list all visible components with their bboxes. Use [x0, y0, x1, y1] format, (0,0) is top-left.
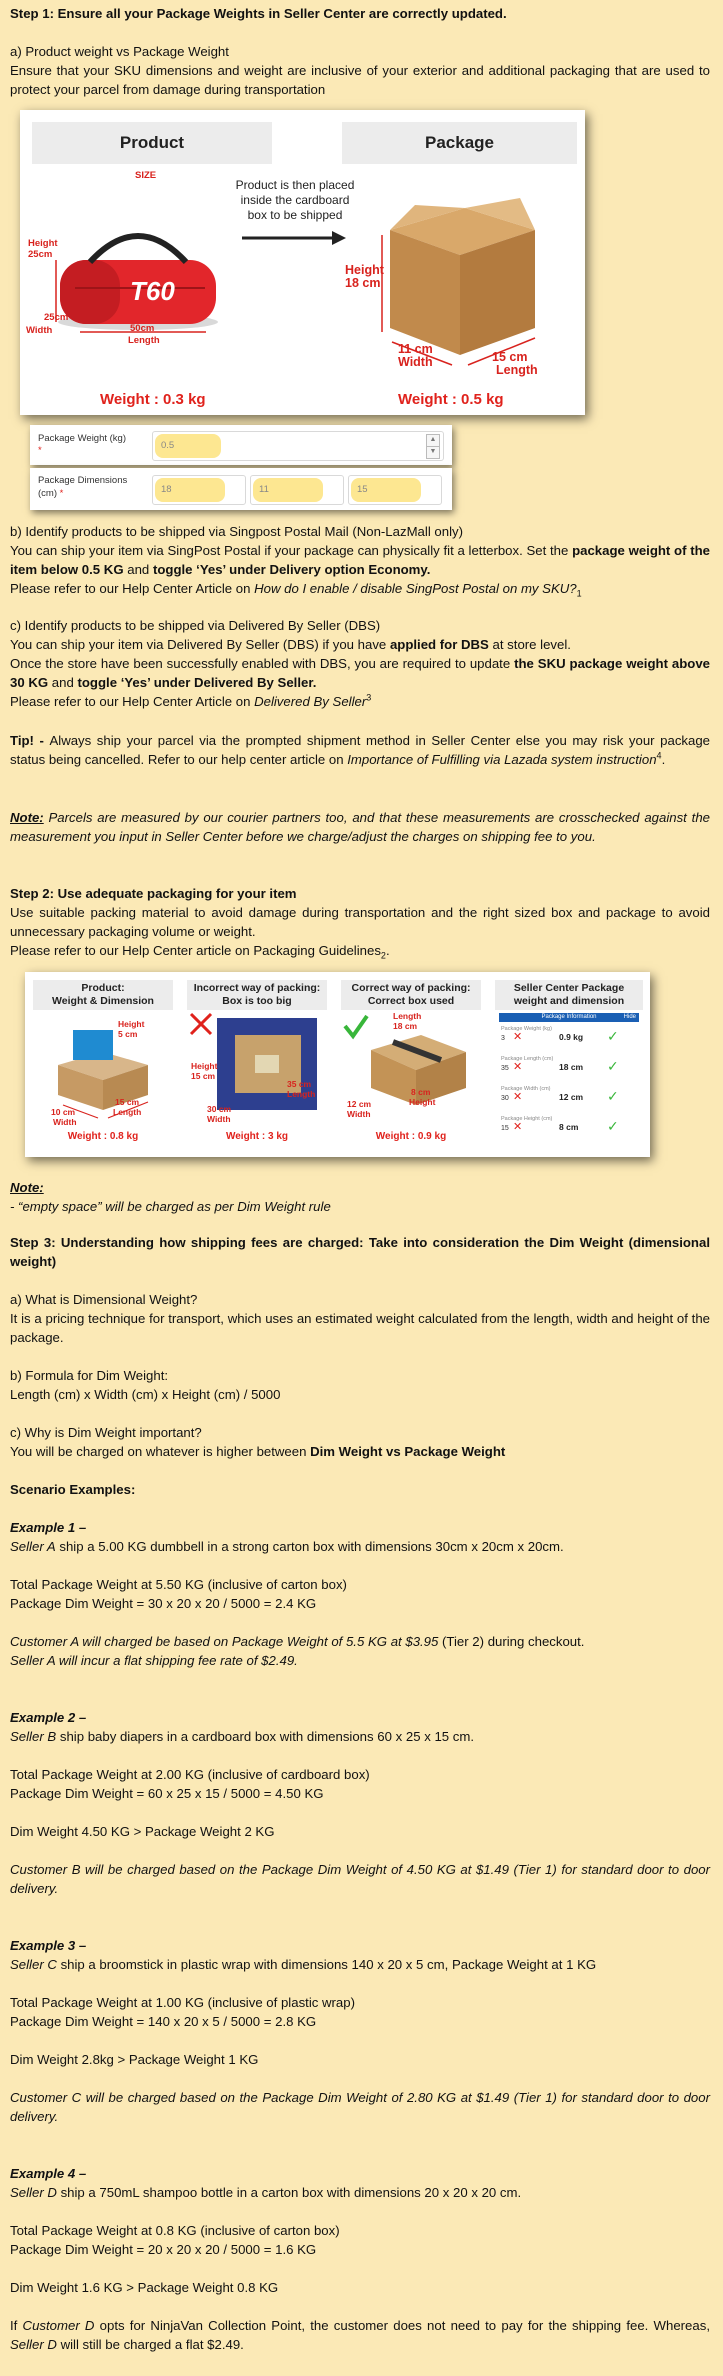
product-width-value: 25cm: [44, 312, 69, 323]
scenario-heading: Scenario Examples:: [10, 1482, 136, 1497]
panel-incorrect-weight: Weight : 3 kg: [225, 1131, 289, 1142]
example2-compare: Dim Weight 4.50 KG > Package Weight 2 KG: [10, 1824, 275, 1839]
step3-c-text: You will be charged on whatever is higher between Dim Weight vs Package Weight: [10, 1444, 506, 1459]
example2-dim: Package Dim Weight = 60 x 25 x 15 / 5000 = 4.50 KG: [10, 1786, 324, 1801]
example3-dim: Package Dim Weight = 140 x 20 x 5 / 5000 = 2.8 KG: [10, 2014, 317, 2029]
package-height-label: Height: [345, 263, 384, 277]
sc-row-width: Package Width (cm) 30 ✕ 12 cm ✓: [501, 1086, 619, 1104]
product-box-art: [33, 1010, 173, 1120]
package-dimensions-unit: (cm) *: [38, 488, 64, 499]
package-weight: Weight : 0.5 kg: [398, 391, 504, 408]
panel-incorrect-title: Incorrect way of packing: Box is too big: [187, 980, 327, 1010]
example2-title: Example 2 –: [10, 1710, 87, 1725]
step1-c-ref: Please refer to our Help Center Article on Delivered By Seller$^3$: [10, 692, 372, 709]
package-weight-label: Package Weight (kg): [38, 433, 127, 444]
step3-c-title: c) Why is Dim Weight important?: [10, 1425, 202, 1440]
product-weight: Weight : 0.3 kg: [100, 391, 206, 408]
example4-last: If Customer D opts for NinjaVan Collection Point, the customer does not need to pay for the shipping fee. Whereas, Seller D will still be charged a flat $2.49.: [10, 2318, 710, 2352]
check-icon: ✓: [607, 1088, 619, 1104]
check-icon: [345, 1016, 367, 1036]
cross-icon: ✕: [513, 1121, 523, 1133]
stepper-up-icon[interactable]: ▲: [426, 434, 440, 447]
dimension-height-value: 15: [351, 478, 421, 502]
cross-icon: ✕: [513, 1061, 523, 1073]
example1-charge: Customer A will charged be based on Package Weight of 5.5 KG at $3.95 (Tier 2) during checkout.: [10, 1634, 585, 1649]
sc-row-height: Package Height (cm) 15 ✕ 8 cm ✓: [501, 1116, 619, 1134]
panel-correct-weight: Weight : 0.9 kg: [375, 1131, 447, 1142]
example4-title: Example 4 –: [10, 2166, 87, 2181]
package-info-bar: Package Information Hide: [499, 1013, 639, 1022]
product-length-value: 50cm: [130, 323, 155, 334]
check-icon: ✓: [607, 1118, 619, 1134]
packaging-guidelines-figure: [25, 972, 650, 1157]
package-dimensions-form: [30, 468, 452, 510]
required-mark: *: [38, 445, 42, 456]
package-height-value: 18 cm: [345, 276, 381, 290]
sc-row-weight: Package Weight (kg) 3 ✕ 0.9 kg ✓: [501, 1026, 619, 1044]
check-icon: ✓: [607, 1058, 619, 1074]
package-dimensions-label: Package Dimensions: [38, 475, 128, 486]
example3-desc: Seller C ship a broomstick in plastic wrap with dimensions 140 x 20 x 5 cm, Package Weight at 1 KG: [10, 1957, 597, 1972]
step1-c-text: You can ship your item via Delivered By Seller (DBS) if you have applied for DBS at store level.: [10, 637, 571, 652]
step1-b-title: b) Identify products to be shipped via Singpost Postal Mail (Non-LazMall only): [10, 524, 463, 539]
cross-icon: ✕: [513, 1031, 523, 1043]
product-length-label: Length: [128, 335, 160, 346]
step2-text: Use suitable packing material to avoid damage during transportation and the right sized box and package to avoid unnecessary packaging volume or weight.: [10, 905, 710, 939]
package-header: Package: [342, 122, 577, 164]
example3-title: Example 3 –: [10, 1938, 87, 1953]
cross-icon: ✕: [513, 1091, 523, 1103]
arrow-head: [332, 231, 346, 245]
example4-desc: Seller D ship a 750mL shampoo bottle in a carton box with dimensions 20 x 20 x 20 cm.: [10, 2185, 522, 2200]
note-paragraph: Note: Parcels are measured by our courier partners too, and that these measurements are crosschecked against the measurement you input in Seller Center before we charge/adjust the charges on shipping fee to you.: [10, 810, 710, 844]
dbs-article-link[interactable]: Delivered By Seller: [254, 694, 367, 709]
bag-strap: [90, 236, 186, 262]
step2-note-text: - “empty space” will be charged as per Dim Weight rule: [10, 1199, 331, 1214]
step1-c-text2: Once the store have been successfully enabled with DBS, you are required to update the SKU package weight above 30 KG and toggle ‘Yes’ under Delivered By Seller.: [10, 656, 710, 690]
step3-b-title: b) Formula for Dim Weight:: [10, 1368, 169, 1383]
dimension-width-value: 11: [253, 478, 323, 502]
example3-compare: Dim Weight 2.8kg > Package Weight 1 KG: [10, 2052, 259, 2067]
package-width-label: Width: [398, 355, 433, 369]
size-label: SIZE: [135, 170, 157, 181]
package-weight-form: [30, 425, 452, 465]
example1-dim: Package Dim Weight = 30 x 20 x 20 / 5000 = 2.4 KG: [10, 1596, 317, 1611]
example1-title: Example 1 –: [10, 1520, 87, 1535]
step1-a-title: a) Product weight vs Package Weight: [10, 44, 229, 59]
package-weight-value: 0.5: [155, 434, 221, 458]
example4-dim: Package Dim Weight = 20 x 20 x 20 / 5000 = 1.6 KG: [10, 2242, 317, 2257]
panel-correct: Correct way of packing: Correct box used Length 18 cm 12 cm Width 8 cm Height Weight : 0.9 kg: [341, 980, 481, 1150]
package-width-value: 11 cm: [398, 342, 433, 356]
product-height-label: Height: [28, 238, 58, 249]
step3-a-text: It is a pricing technique for transport, which uses an estimated weight calculated from the length, width and height of the package.: [10, 1311, 710, 1345]
product-height-value: 25cm: [28, 249, 53, 260]
example1-desc: Seller A ship a 5.00 KG dumbbell in a strong carton box with dimensions 30cm x 20cm x 20cm.: [10, 1539, 564, 1554]
panel-seller-center-title: Seller Center Package weight and dimension: [495, 980, 643, 1010]
figure-caption: Product is then placed inside the cardboard box to be shipped: [235, 178, 355, 222]
singpost-article-link[interactable]: How do I enable / disable SingPost Postal on my SKU?: [254, 581, 577, 596]
example2-total: Total Package Weight at 2.00 KG (inclusive of cardboard box): [10, 1767, 370, 1782]
sc-row-length: Package Length (cm) 35 ✕ 18 cm ✓: [501, 1056, 619, 1074]
example1-total: Total Package Weight at 5.50 KG (inclusive of carton box): [10, 1577, 347, 1592]
product-header: Product: [32, 122, 272, 164]
step1-c-title: c) Identify products to be shipped via Delivered By Seller (DBS): [10, 618, 381, 633]
dimension-width-input[interactable]: [250, 475, 344, 505]
package-weight-input[interactable]: [152, 431, 444, 461]
step1-heading: Step 1: Ensure all your Package Weights in Seller Center are correctly updated.: [10, 6, 507, 21]
example3-total: Total Package Weight at 1.00 KG (inclusive of plastic wrap): [10, 1995, 355, 2010]
panel-correct-title: Correct way of packing: Correct box used: [341, 980, 481, 1010]
package-length-label: Length: [496, 363, 538, 377]
bag-brand: T60: [130, 276, 175, 306]
panel-incorrect: Incorrect way of packing: Box is too big Height 15 cm 30 cm Width 35 cm Length Weight : 3 kg: [187, 980, 327, 1150]
example4-compare: Dim Weight 1.6 KG > Package Weight 0.8 KG: [10, 2280, 279, 2295]
stepper-down-icon[interactable]: ▼: [426, 446, 440, 459]
step2-note-label: Note:: [10, 1180, 44, 1195]
dimension-length-input[interactable]: [152, 475, 246, 505]
product-vs-package-figure: [20, 110, 585, 415]
example4-total: Total Package Weight at 0.8 KG (inclusive of carton box): [10, 2223, 340, 2238]
example2-desc: Seller B ship baby diapers in a cardboard box with dimensions 60 x 25 x 15 cm.: [10, 1729, 475, 1744]
package-length-value: 15 cm: [492, 350, 528, 364]
step1-a-text: Ensure that your SKU dimensions and weight are inclusive of your exterior and additional packaging that are used to protect your parcel from damage during transportation: [10, 63, 710, 97]
bag-end: [60, 260, 120, 324]
step2-heading: Step 2: Use adequate packaging for your item: [10, 886, 297, 901]
step2-ref: Please refer to our Help Center article on Packaging Guidelines$_2$.: [10, 943, 390, 961]
example3-charge: Customer C will be charged based on the Package Dim Weight of 2.80 KG at $1.49 (Tier 1) for standard door to door delivery.: [10, 2090, 710, 2124]
fulfilling-article-link[interactable]: Importance of Fulfilling via Lazada system instruction: [347, 752, 657, 767]
step3-heading: Step 3: Understanding how shipping fees are charged: Take into consideration the Dim Weight (dimensional weight): [10, 1235, 710, 1269]
panel-product-title: Product: Weight & Dimension: [33, 980, 173, 1010]
tip-paragraph: Tip! - Always ship your parcel via the prompted shipment method in Seller Center else you may risk your package status being cancelled. Refer to our help center article on Importance of Fulfilling via Lazada system instruction$^4$.: [10, 733, 711, 767]
panel-seller-center: [495, 980, 643, 1150]
dimension-height-input[interactable]: [348, 475, 442, 505]
step3-a-title: a) What is Dimensional Weight?: [10, 1292, 198, 1307]
step3-b-text: Length (cm) x Width (cm) x Height (cm) / 5000: [10, 1387, 281, 1402]
panel-product: Product: Weight & Dimension Height 5 cm 10 cm Width 15 cm Length Weight : 0.8 kg: [33, 980, 173, 1150]
dimension-length-value: 18: [155, 478, 225, 502]
step1-b-text: You can ship your item via SingPost Postal if your package can physically fit a letterbox. Set the package weight of the item below 0.5 KG and toggle ‘Yes’ under Delivery option Economy.: [10, 543, 710, 577]
check-icon: ✓: [607, 1028, 619, 1044]
panel-product-weight: Weight : 0.8 kg: [67, 1131, 139, 1142]
example2-charge: Customer B will be charged based on the Package Dim Weight of 4.50 KG at $1.49 (Tier 1) for standard door to door delivery.: [10, 1862, 710, 1896]
step1-b-ref: Please refer to our Help Center Article on How do I enable / disable SingPost Postal on my $SKU?_1$: [10, 581, 582, 599]
product-width-label: Width: [26, 325, 53, 336]
example1-charge2: Seller A will incur a flat shipping fee rate of $2.49.: [10, 1653, 298, 1668]
